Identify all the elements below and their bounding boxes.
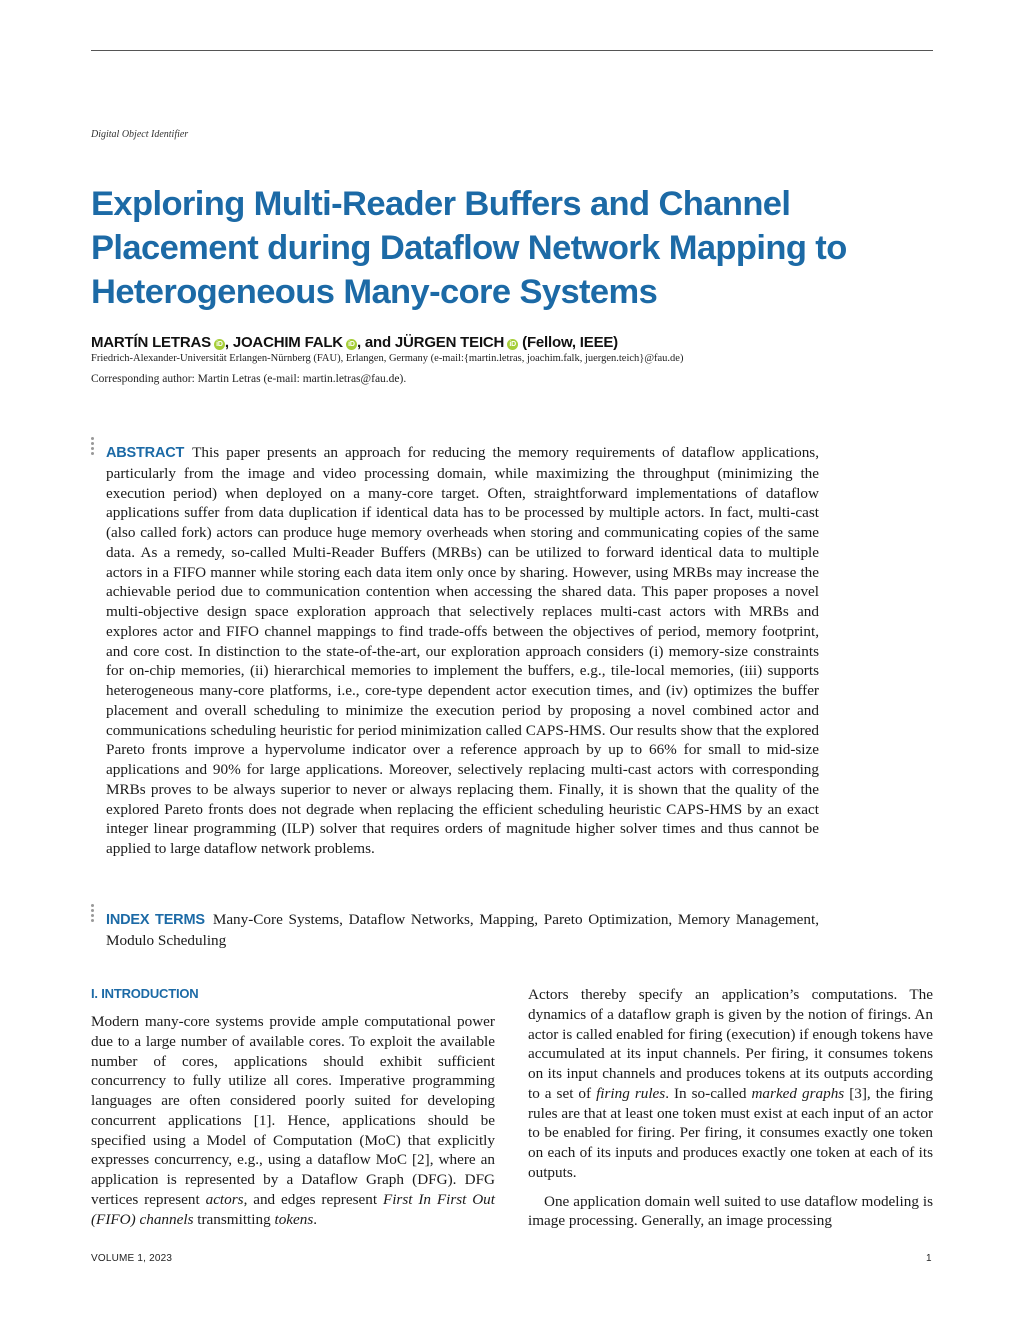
author-line <box>91 334 618 351</box>
intro-paragraph-right-1 <box>528 985 933 1183</box>
orcid-icon[interactable]: iD <box>507 339 518 350</box>
text-run: First In First Out (FIFO) channels <box>91 1190 495 1228</box>
text-run: Modern many-core systems provide ample computational power due to a large number of available cores. To exploit the available number of cores, applications should exhibit sufficient concurrency to fully utilize all cores. Imperative programming languages are often considered poorly suited for developing concurrent applications [1]. Hence, applications should be specified using a Model of Computation (MoC) that explicitly expresses concurrency, e.g., using a dataflow MoC [2], where an application is represented by a Dataflow Graph (DFG). DFG vertices represent <box>91 1013 495 1208</box>
text-run: [3], the firing rules are that at least one token must exist at each input of an actor to be enabled for firing. Per firing, it consumes exactly one token on each of its inputs and produces exactly one token at each of its outputs. <box>528 1084 934 1181</box>
text-run: transmitting <box>193 1210 275 1228</box>
abstract-heading: ABSTRACT <box>106 445 185 461</box>
abstract-text: This paper presents an approach for reducing the memory requirements of dataflow applications, particularly from the image and video processing domain, while maximizing the throughput (minimizing the execution period) when deployed on a many-core target. Often, straightforward implementations of dataflow applications suffer from data duplication if identical data has to be processed by multiple actors. In fact, multi-cast (also called fork) actors can produce huge memory overheads when storing and communicating copies of the same data. As a remedy, so-called Multi-Reader Buffers (MRBs) can be utilized to forward identical data to multiple actors in a FIFO manner while storing each data item only once by sharing. However, using MRBs may increase the achievable period due to communication contention when accessing the shared data. This paper proposes a novel multi-objective design space exploration approach that selectively replaces multi-cast actors with MRBs and explores actor and FIFO channel mappings to find trade-offs between the objectives of period, memory footprint, and core cost. In distinction to the state-of-the-art, our exploration approach considers (i) memory-size constraints for on-chip memories, (ii) hierarchical memories to implement the buffers, e.g., tile-local memories, (iii) supports heterogeneous many-core platforms, i.e., core-type dependent actor execution times, and (iv) optimizes the buffer placement and overall scheduling to minimize the execution period by proposing a novel combined actor and communications scheduling heuristic for period minimization called CAPS-HMS. Our results show that the explored Pareto fronts improve a hypervolume indicator over a reference approach by up to 66% for small to mid-size applications and 90% for large applications. Moreover, selectively replacing multi-cast actors with corresponding MRBs proves to be always superior to never or always replacing them. Finally, it is shown that the quality of the explored Pareto fronts does not degrade when replacing the efficient scheduling heuristic CAPS-HMS by an exact integer linear programming (ILP) solver that requires orders of magnitude higher solver times and thus cannot be applied to large dataflow network problems. <box>106 444 819 857</box>
text-run: actors <box>205 1190 244 1208</box>
author-suffix: (Fellow, IEEE) <box>518 334 618 351</box>
text-run: tokens <box>274 1210 314 1228</box>
orcid-icon[interactable]: iD <box>346 339 357 350</box>
corresponding-author: Corresponding author: Martin Letras (e-mail: martin.letras@fau.de). <box>91 373 407 385</box>
intro-paragraph-left <box>91 1012 495 1229</box>
text-run: . In so-called <box>665 1084 752 1102</box>
section-heading-introduction: I. INTRODUCTION <box>91 986 199 1001</box>
author-name: , JOACHIM FALK <box>224 334 343 351</box>
text-run: . <box>313 1210 318 1228</box>
abstract-marker-icon <box>91 437 95 457</box>
text-run: firing rules <box>596 1084 666 1102</box>
intro-paragraph-right-2: One application domain well suited to use dataflow modeling is image processing. Generally, an image processing <box>528 1192 933 1230</box>
index-terms-heading: INDEX TERMS <box>106 912 205 928</box>
doi-label: Digital Object Identifier <box>91 129 189 140</box>
author-name: MARTÍN LETRAS <box>91 334 211 351</box>
text-run: , and edges represent <box>243 1190 383 1208</box>
text-run: marked graphs <box>751 1084 845 1102</box>
author-name: , and JÜRGEN TEICH <box>356 334 505 351</box>
footer-volume: VOLUME 1, 2023 <box>91 1253 173 1264</box>
top-rule <box>91 50 933 51</box>
index-terms <box>106 910 819 951</box>
footer-page-number: 1 <box>926 1253 932 1264</box>
text-run: Actors thereby specify an application’s computations. The dynamics of a dataflow graph is given by the notion of firings. An actor is called enabled for firing (execution) if enough tokens have accumulated at its input channels. Per firing, it consumes tokens on its input channels and produces tokens at its outputs according to a set of <box>528 986 933 1102</box>
affiliation: Friedrich-Alexander-Universität Erlangen-Nürnberg (FAU), Erlangen, Germany (e-mail:{martin.letras, joachim.falk, juergen.teich}@fau.de) <box>91 353 684 364</box>
abstract <box>106 443 819 859</box>
intro-column-right <box>528 985 933 1231</box>
orcid-icon[interactable]: iD <box>214 339 225 350</box>
paper-title: Exploring Multi-Reader Buffers and Channel Placement during Dataflow Network Mapping to Heterogeneous Many-core Systems <box>91 185 847 311</box>
index-terms-text: Many-Core Systems, Dataflow Networks, Mapping, Pareto Optimization, Memory Management, Modulo Scheduling <box>106 911 819 949</box>
index-terms-marker-icon <box>91 904 95 924</box>
